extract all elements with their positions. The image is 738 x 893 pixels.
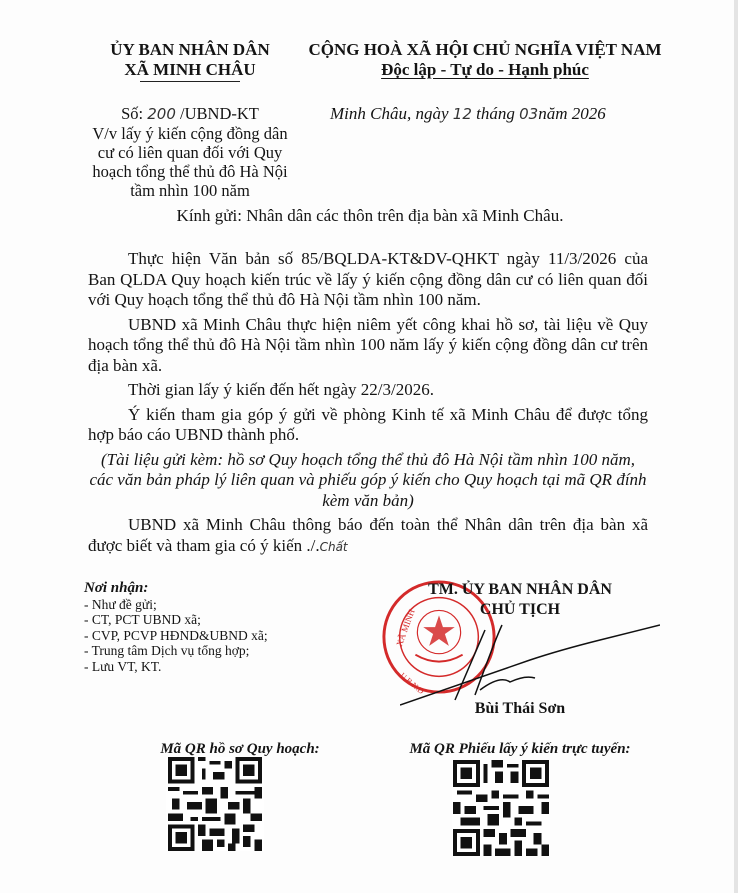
qr-code-planning-docs-icon[interactable] (166, 757, 264, 851)
recipient-item: - Lưu VT, KT. (84, 658, 162, 674)
handwritten-month: 03 (519, 105, 539, 123)
national-header (300, 40, 670, 80)
country-name: CỘNG HOÀ XÃ HỘI CHỦ NGHĨA VIỆT NAM (308, 40, 662, 59)
signature-role: CHỦ TỊCH (479, 601, 561, 618)
paragraph-2: UBND xã Minh Châu thực hiện niêm yết công khai hồ sơ, tài liệu về Quy hoạch tổng thể thủ đô Hà Nội tầm nhìn 100 năm lấy ý kiến cộng đồng dân cư trên địa bàn xã. (88, 314, 648, 375)
recipient-item: - Trung tâm Dịch vụ tổng hợp; (84, 643, 250, 658)
document-date: Minh Châu, ngày 12 tháng 03năm 2026 (330, 104, 606, 123)
recipient-item: - CT, PCT UBND xã; (84, 612, 201, 627)
recipients-list (84, 581, 268, 674)
handwritten-number: 200 (147, 105, 176, 123)
addressee-line: Kính gửi: Nhân dân các thôn trên địa bàn xã Minh Châu. (176, 206, 564, 225)
agency-name: ỦY BAN NHÂN DÂN (110, 40, 270, 59)
document-body (88, 249, 648, 561)
handwritten-day: 12 (452, 105, 472, 123)
national-motto: Độc lập - Tự do - Hạnh phúc (381, 60, 589, 79)
agency-header (90, 40, 290, 82)
commune-name: XÃ MINH CHÂU (124, 60, 256, 79)
svg-text:XÃ MINH: XÃ MINH (394, 607, 417, 648)
recipients-title: Nơi nhận: (84, 580, 149, 596)
document-reference (85, 104, 295, 200)
qr-code-online-feedback-icon[interactable] (452, 760, 550, 856)
paragraph-3: Thời gian lấy ý kiến đến hết ngày 22/3/2026. (128, 380, 434, 399)
attachment-note: (Tài liệu gửi kèm: hồ sơ Quy hoạch tổng thể thủ đô Hà Nội tầm nhìn 100 năm, các văn bản pháp lý liên quan và phiếu góp ý kiến cho Quy hoạch tại mã QR đính kèm văn bản) (89, 449, 647, 510)
signature-title: TM. ỦY BAN NHÂN DÂN (428, 581, 612, 598)
recipient-item: - Như đề gửi; (84, 596, 157, 612)
header-divider (140, 81, 240, 82)
paragraph-5: UBND xã Minh Châu thông báo đến toàn thể Nhân dân trên địa bàn xã được biết và tham gia có ý kiến ./.Chất (88, 515, 648, 555)
svg-text:U.B.N.D: U.B.N.D (398, 670, 426, 696)
signer-name: Bùi Thái Sơn (474, 700, 566, 717)
handwritten-signature-icon (400, 620, 660, 710)
paragraph-4: Ý kiến tham gia góp ý gửi về phòng Kinh tế xã Minh Châu để được tổng hợp báo cáo UBND thành phố. (88, 404, 648, 444)
document-number: Số: 200 /UBND-KT (121, 104, 259, 123)
handwritten-initials: Chất (319, 539, 348, 554)
page-edge (734, 0, 738, 893)
qr-label-planning-docs: Mã QR hồ sơ Quy hoạch: (160, 741, 320, 757)
document-subject: V/v lấy ý kiến cộng đồng dân cư có liên quan đối với Quy hoạch tổng thể thủ đô Hà Nội tầm nhìn 100 năm (92, 124, 288, 200)
paragraph-1: Thực hiện Văn bản số 85/BQLDA-KT&DV-QHKT ngày 11/3/2026 của Ban QLDA Quy hoạch kiến trúc về lấy ý kiến cộng đồng dân cư có liên quan đối với Quy hoạch tổng thể thủ đô Hà Nội tầm nhìn 100 năm. (88, 249, 648, 309)
qr-label-online-feedback: Mã QR Phiếu lấy ý kiến trực tuyến: (409, 741, 631, 757)
signature-block (380, 580, 660, 620)
recipient-item: - CVP, PCVP HĐND&UBND xã; (84, 627, 268, 643)
